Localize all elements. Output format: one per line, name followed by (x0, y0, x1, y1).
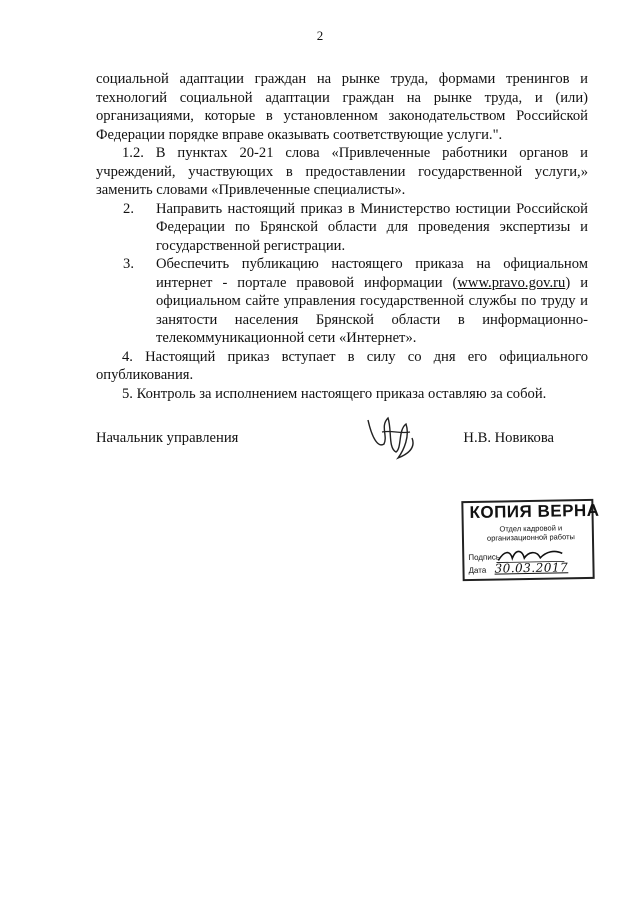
stamp-date-value: 30.03.2017 (494, 560, 569, 576)
handwritten-signature (358, 408, 428, 468)
stamp-signature-label: Подпись (468, 552, 501, 563)
paragraph-3-text-b: ) и официальном сайте управления государственной службы по труду и занятости населения Брянской области в информационно-телекоммуникационной сети «Интернет». (156, 274, 589, 346)
signature-block (96, 428, 584, 468)
paragraph-4: 4. Настоящий приказ вступает в силу со дня его официального опубликования. (96, 348, 588, 383)
paragraph-3-text (156, 255, 588, 348)
stamp-date-label: Дата (468, 565, 487, 576)
paragraph-5: 5. Контроль за исполнением настоящего приказа оставляю за собой. (122, 385, 547, 402)
paragraph-3-number: 3. (123, 256, 134, 272)
paragraph-continuation: социальной адаптации граждан на рынке труда, формами тренингов и технологий социальной адаптации граждан на рынке труда, и (или) организациями, которые в установленном законодательством Российской Федерации порядке вправе оказывать соответствующие услуги.". (96, 71, 588, 143)
paragraph-2 (96, 200, 588, 256)
stamp-department: Отдел кадровой и организационной работы (486, 523, 575, 543)
stamp-title: КОПИЯ ВЕРНА (469, 500, 600, 523)
paragraph-3 (96, 255, 588, 348)
paragraph-2-text: Направить настоящий приказ в Министерство юстиции Российской Федерации по Брянской области для проведения экспертизы и государственной регистрации. (156, 200, 588, 254)
pravo-link[interactable]: www.pravo.gov.ru (457, 274, 566, 291)
paragraph-3-text-a: Обеспечить публикацию настоящего приказа на официальном интернет - портале правовой информации ( (156, 256, 588, 291)
page-number: 2 (316, 28, 324, 43)
signer-position: Начальник управления (96, 430, 239, 446)
paragraph-1-2: 1.2. В пунктах 20-21 слова «Привлеченные работники органов и учреждений, участвующих в предоставлении государственной услуги,» заменить словами «Привлеченные специалисты». (96, 145, 588, 198)
signer-name: Н.В. Новикова (463, 430, 554, 446)
document-body (96, 70, 588, 403)
paragraph-2-number: 2. (123, 200, 134, 217)
copy-certified-stamp (461, 499, 600, 581)
